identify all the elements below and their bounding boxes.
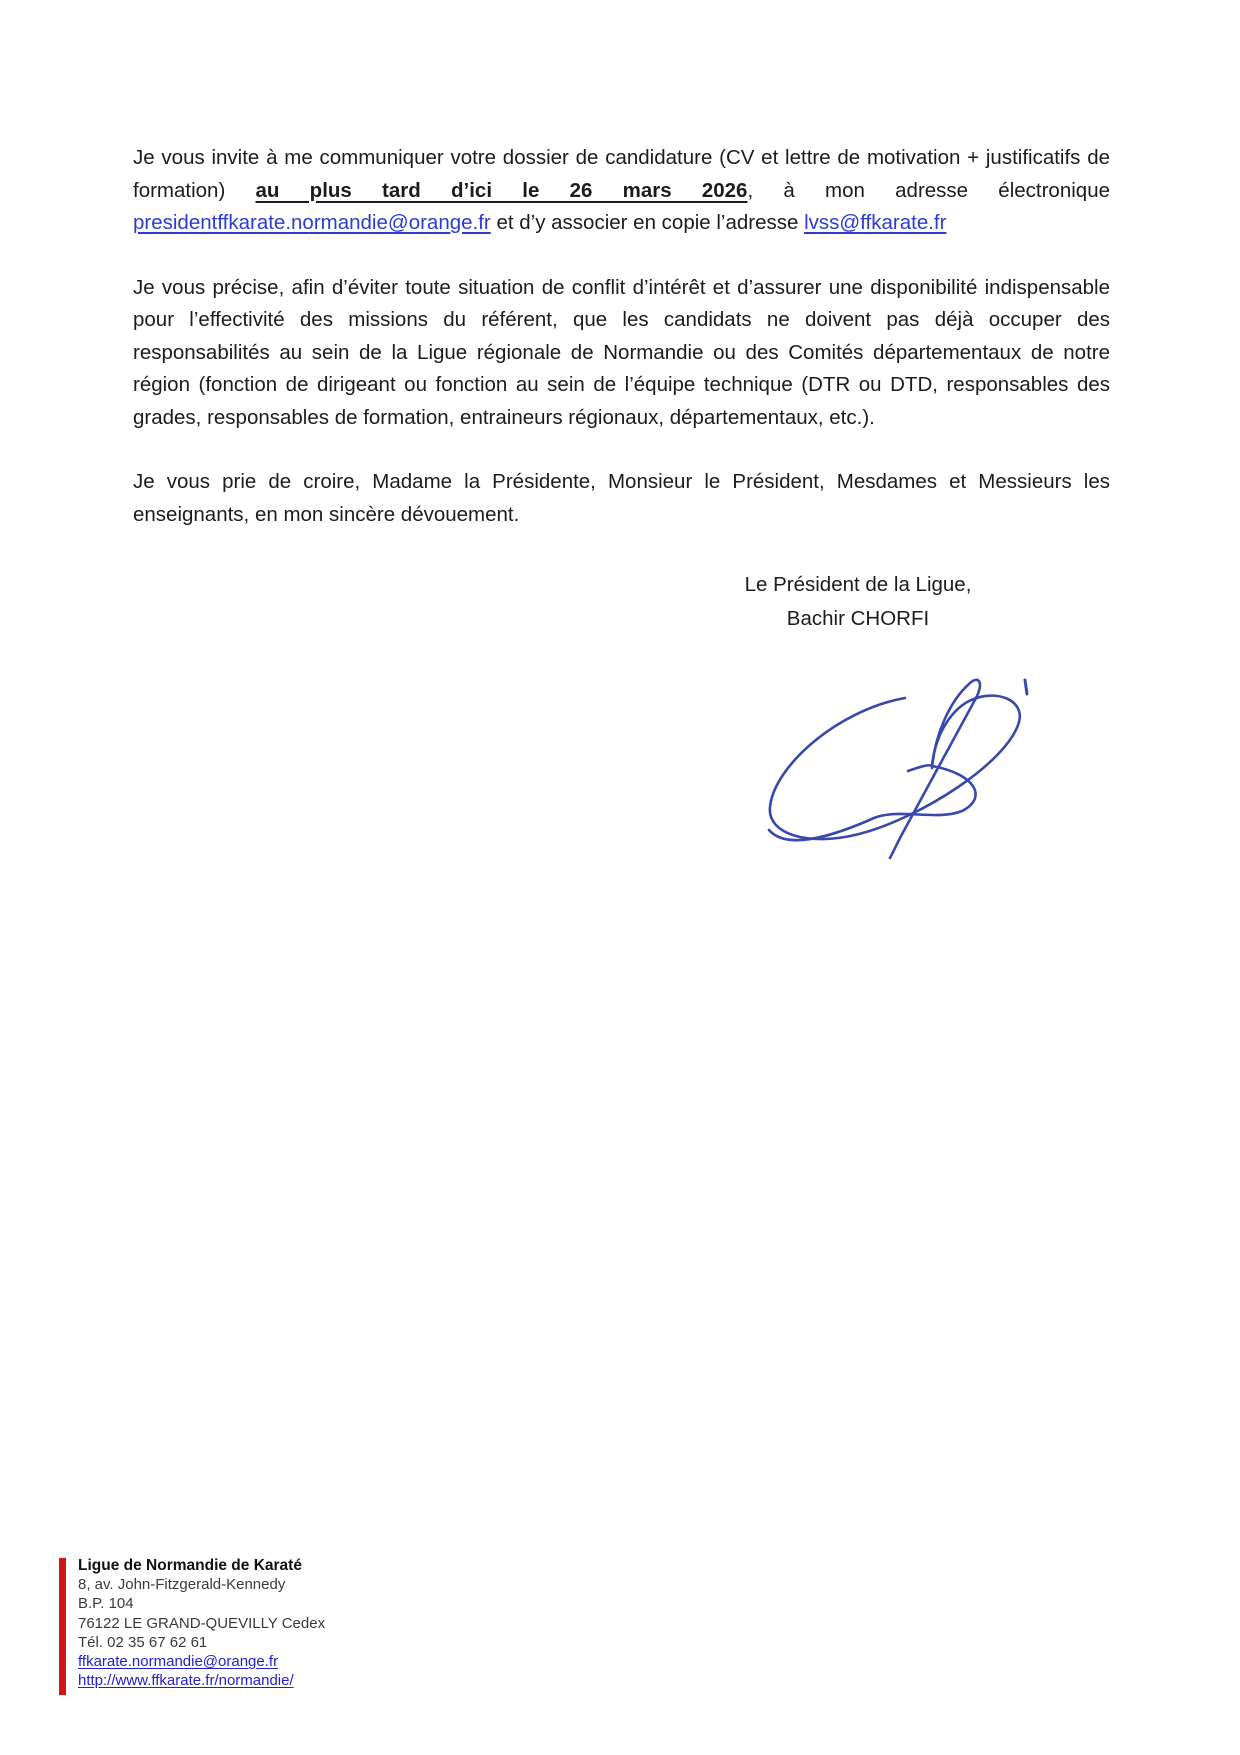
lvss-email-link[interactable]: lvss@ffkarate.fr [804,211,947,234]
footer-email-link[interactable]: ffkarate.normandie@orange.fr [78,1653,279,1671]
paragraph-conditions: Je vous précise, afin d’éviter toute situation de conflit d’intérêt et d’assurer une disponibilité indispensable pour l’effectivité des missions du référent, que les candidats ne doivent pas déjà occuper des responsabilités au sein de la Ligue régionale de Normandie ou des Comités départementaux de notre région (fonction de dirigeant ou fonction au sein de l’équipe technique (DTR ou DTD, responsables des grades, responsables de formation, entraineurs régionaux, départementaux, etc.). [133,275,1110,429]
signature-tick-stroke [1025,680,1027,694]
footer-contact-info [78,1556,325,1695]
footer-address-street: 8, av. John-Fitzgerald-Kennedy [78,1576,286,1594]
deadline-emphasis: au plus tard d’ici le 26 mars 2026 [255,178,748,202]
footer-phone: Tél. 02 35 67 62 61 [78,1633,208,1651]
signature-oval-stroke [770,696,1020,839]
footer-org-name: Ligue de Normandie de Karaté [78,1557,302,1574]
paragraph-invitation-text-3: et d’y associer en copie l’adresse [490,211,805,234]
footer-address-bp: B.P. 104 [78,1595,134,1613]
handwritten-signature [678,606,1038,866]
paragraph-closing: Je vous prie de croire, Madame la Présidente, Monsieur le Président, Mesdames et Messieurs les enseignants, en mon sincère dévouement. [133,470,1110,526]
president-email-link[interactable]: presidentffkarate.normandie@orange.fr [133,211,491,234]
signoff-title: Le Président de la Ligue, [744,573,972,596]
footer-website-link[interactable]: http://www.ffkarate.fr/normandie/ [78,1672,294,1690]
footer-accent-bar [59,1558,66,1695]
letter-body [133,142,1110,636]
signature-tail-stroke [890,680,980,858]
footer-block [59,1556,325,1695]
paragraph-invitation-text: Je vous invite à me communiquer votre dossier de candidature (CV et lettre de motivation + justificatifs de formation) [133,146,1110,202]
paragraph-invitation-text-2: , à mon adresse électronique [747,178,1110,202]
signature-icon [678,606,1038,866]
paragraph-invitation [133,142,1110,240]
signoff-name: Bachir CHORFI [786,607,930,630]
footer-address-city: 76122 LE GRAND-QUEVILLY Cedex [78,1614,326,1632]
